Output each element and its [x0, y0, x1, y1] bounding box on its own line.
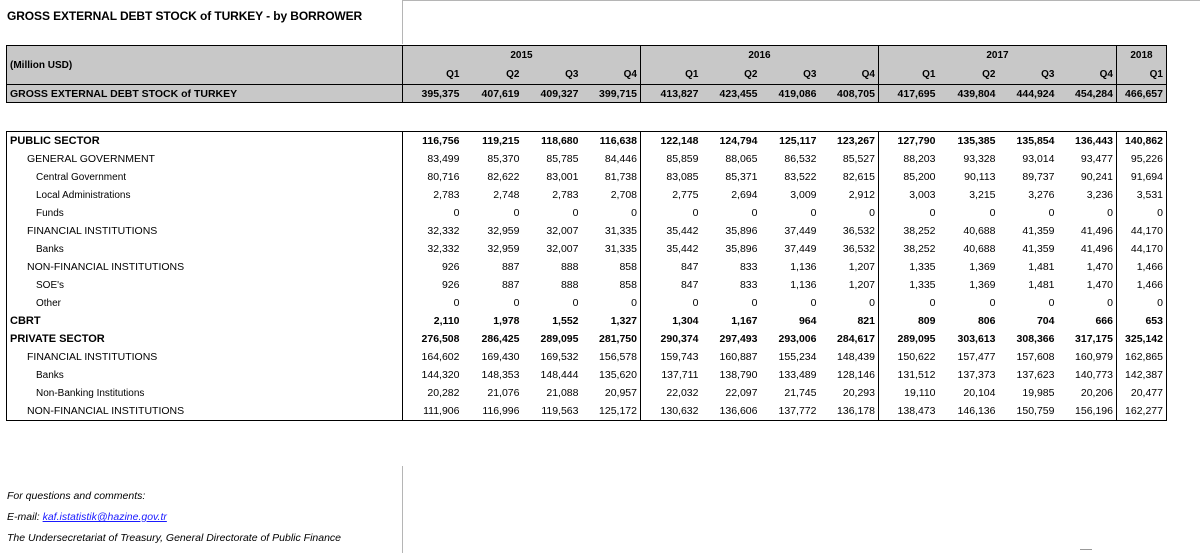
- row-value: 0: [810, 297, 817, 309]
- row-value: 281,750: [599, 333, 637, 345]
- row-value: 887: [501, 279, 520, 291]
- year-header: 2015: [403, 46, 641, 66]
- year-header: 2018: [1117, 46, 1167, 66]
- row-value: 137,711: [641, 366, 702, 384]
- row-value: 833: [739, 261, 758, 273]
- quarter-header: Q2: [702, 65, 761, 85]
- row-value: 136,606: [719, 405, 758, 417]
- row-value: 325,142: [1117, 330, 1167, 348]
- row-value: 40,688: [963, 225, 996, 237]
- row-value: 37,449: [784, 225, 817, 237]
- row-value: 704: [1036, 315, 1055, 327]
- grid-line: [402, 0, 1200, 1]
- row-value: 666: [1095, 315, 1113, 327]
- row-value: 2,694: [731, 189, 758, 201]
- row-label: Other: [7, 294, 403, 312]
- row-value: 137,623: [1016, 369, 1055, 381]
- row-value: 164,602: [421, 351, 460, 363]
- row-label: Banks: [7, 366, 403, 384]
- row-value: 1,466: [1117, 258, 1167, 276]
- year-header: 2016: [641, 46, 879, 66]
- row-value: 125,172: [599, 405, 637, 417]
- row-value: 297,493: [719, 333, 758, 345]
- table-row: [7, 240, 1167, 258]
- row-value: 3,215: [969, 189, 996, 201]
- row-value: 85,370: [487, 153, 520, 165]
- row-label: Non-Banking Institutions: [7, 384, 403, 402]
- row-label: PUBLIC SECTOR: [7, 132, 403, 151]
- row-value: 131,512: [879, 366, 939, 384]
- row-value: 0: [1048, 207, 1055, 219]
- row-value: 36,532: [842, 225, 875, 237]
- table-row: [7, 348, 1167, 366]
- row-value: 150,622: [879, 348, 939, 366]
- table-row: [7, 150, 1167, 168]
- row-value: 162,865: [1117, 348, 1167, 366]
- row-value: 0: [989, 297, 996, 309]
- row-value: 317,175: [1075, 333, 1113, 345]
- row-value: 83,001: [546, 171, 579, 183]
- footer-source: The Undersecretariat of Treasury, General Directorate of Public Finance: [7, 532, 342, 544]
- total-value: 439,804: [939, 85, 999, 103]
- row-value: 19,110: [879, 384, 939, 402]
- table-row: [7, 168, 1167, 186]
- row-value: 86,532: [784, 153, 817, 165]
- table-row: [7, 186, 1167, 204]
- row-value: 1,470: [1086, 261, 1113, 273]
- row-value: 148,353: [481, 369, 520, 381]
- row-value: 83,522: [784, 171, 817, 183]
- footer-questions: For questions and comments:: [7, 490, 146, 502]
- row-value: 44,170: [1117, 240, 1167, 258]
- table-row: [7, 366, 1167, 384]
- row-value: 1,978: [493, 315, 520, 327]
- row-value: 847: [641, 258, 702, 276]
- row-value: 135,854: [999, 132, 1058, 151]
- row-value: 32,007: [546, 225, 579, 237]
- grid-line: [402, 466, 403, 553]
- row-value: 128,146: [837, 369, 875, 381]
- row-label: FINANCIAL INSTITUTIONS: [7, 222, 403, 240]
- table-row: [7, 204, 1167, 222]
- row-label: CBRT: [7, 312, 403, 330]
- row-value: 290,374: [641, 330, 702, 348]
- row-value: 35,442: [641, 222, 702, 240]
- row-value: 2,708: [610, 189, 637, 201]
- row-value: 90,113: [964, 171, 996, 183]
- row-value: 160,887: [719, 351, 758, 363]
- total-value: 413,827: [641, 85, 702, 103]
- quarter-header: Q4: [1058, 65, 1117, 85]
- row-value: 0: [631, 207, 637, 219]
- row-value: 20,957: [604, 387, 637, 399]
- total-value: 407,619: [463, 85, 523, 103]
- table-row: [7, 276, 1167, 294]
- row-label: GENERAL GOVERNMENT: [7, 150, 403, 168]
- row-value: 155,234: [778, 351, 817, 363]
- total-value: 395,375: [403, 85, 463, 103]
- row-value: 148,444: [540, 369, 579, 381]
- row-value: 1,552: [552, 315, 579, 327]
- row-value: 964: [798, 315, 817, 327]
- row-value: 858: [619, 279, 637, 291]
- total-value: 423,455: [702, 85, 761, 103]
- row-value: 32,959: [487, 243, 520, 255]
- row-value: 806: [977, 315, 996, 327]
- row-value: 887: [501, 261, 520, 273]
- quarter-header: Q2: [939, 65, 999, 85]
- row-value: 0: [751, 207, 758, 219]
- row-value: 111,906: [423, 405, 460, 417]
- quarter-header: Q4: [820, 65, 879, 85]
- row-value: 303,613: [957, 333, 996, 345]
- row-value: 0: [1107, 207, 1113, 219]
- row-value: 1,136: [790, 261, 817, 273]
- row-value: 1,335: [879, 258, 939, 276]
- row-value: 2,912: [848, 189, 875, 201]
- row-value: 1,481: [1028, 261, 1055, 273]
- row-value: 284,617: [837, 333, 875, 345]
- row-value: 2,748: [493, 189, 520, 201]
- total-value: 419,086: [761, 85, 820, 103]
- row-value: 0: [869, 297, 875, 309]
- row-value: 140,773: [1075, 369, 1113, 381]
- row-value: 19,985: [1022, 387, 1055, 399]
- table-row: [7, 258, 1167, 276]
- row-value: 0: [641, 204, 702, 222]
- table-row: [7, 330, 1167, 348]
- table-row: [7, 312, 1167, 330]
- row-value: 162,277: [1117, 402, 1167, 421]
- row-value: 157,477: [957, 351, 996, 363]
- row-value: 0: [513, 297, 520, 309]
- row-value: 20,293: [842, 387, 875, 399]
- row-value: 926: [441, 261, 460, 273]
- row-label: Banks: [7, 240, 403, 258]
- row-value: 156,578: [599, 351, 637, 363]
- row-value: 289,095: [540, 333, 579, 345]
- row-value: 118,680: [523, 132, 582, 151]
- row-value: 1,304: [641, 312, 702, 330]
- row-label: FINANCIAL INSTITUTIONS: [7, 348, 403, 366]
- row-value: 0: [1117, 294, 1167, 312]
- row-value: 148,439: [837, 351, 875, 363]
- row-value: 833: [739, 279, 758, 291]
- row-value: 0: [879, 204, 939, 222]
- row-value: 289,095: [879, 330, 939, 348]
- row-value: 83,499: [427, 153, 460, 165]
- row-value: 0: [572, 297, 579, 309]
- table-row: [7, 402, 1167, 421]
- row-value: 0: [513, 207, 520, 219]
- row-value: 35,896: [725, 225, 758, 237]
- row-value: 22,097: [725, 387, 758, 399]
- row-value: 1,369: [969, 279, 996, 291]
- row-value: 85,859: [641, 150, 702, 168]
- row-value: 122,148: [641, 132, 702, 151]
- table-header: [6, 45, 1167, 103]
- email-label: E-mail:: [7, 511, 40, 523]
- row-value: 41,359: [1022, 225, 1055, 237]
- row-value: 82,622: [487, 171, 520, 183]
- row-value: 0: [810, 207, 817, 219]
- row-value: 88,203: [879, 150, 939, 168]
- row-value: 140,862: [1117, 132, 1167, 151]
- row-value: 88,065: [725, 153, 758, 165]
- row-value: 138,473: [879, 402, 939, 421]
- row-value: 169,430: [481, 351, 520, 363]
- row-value: 20,206: [1080, 387, 1113, 399]
- row-value: 1,369: [969, 261, 996, 273]
- row-value: 146,136: [957, 405, 996, 417]
- table-row: [7, 384, 1167, 402]
- row-value: 125,117: [761, 132, 820, 151]
- total-label: GROSS EXTERNAL DEBT STOCK of TURKEY: [7, 85, 403, 103]
- row-value: 84,446: [604, 153, 637, 165]
- row-value: 150,759: [1016, 405, 1055, 417]
- row-value: 926: [441, 279, 460, 291]
- row-value: 1,207: [848, 261, 875, 273]
- row-value: 90,241: [1080, 171, 1113, 183]
- unit-label: (Million USD): [7, 46, 403, 85]
- row-value: 0: [1107, 297, 1113, 309]
- year-header: 2017: [879, 46, 1117, 66]
- row-value: 130,632: [641, 402, 702, 421]
- quarter-header: Q1: [403, 65, 463, 85]
- row-value: 35,442: [641, 240, 702, 258]
- table-row: [7, 132, 1167, 151]
- row-label: NON-FINANCIAL INSTITUTIONS: [7, 402, 403, 421]
- row-value: 0: [641, 294, 702, 312]
- row-value: 135,620: [599, 369, 637, 381]
- grid-line: [402, 0, 403, 44]
- debt-table: [6, 131, 1167, 421]
- row-value: 81,738: [604, 171, 637, 183]
- row-label: NON-FINANCIAL INSTITUTIONS: [7, 258, 403, 276]
- row-value: 22,032: [641, 384, 702, 402]
- row-value: 93,014: [1022, 153, 1055, 165]
- row-value: 0: [751, 297, 758, 309]
- row-value: 135,385: [939, 132, 999, 151]
- table-row: [7, 294, 1167, 312]
- row-value: 31,335: [604, 243, 637, 255]
- row-value: 142,387: [1117, 366, 1167, 384]
- row-value: 116,756: [403, 132, 463, 151]
- row-value: 85,200: [879, 168, 939, 186]
- row-value: 124,794: [702, 132, 761, 151]
- row-value: 20,104: [963, 387, 996, 399]
- row-value: 0: [631, 297, 637, 309]
- row-value: 137,772: [778, 405, 817, 417]
- row-value: 847: [641, 276, 702, 294]
- row-value: 44,170: [1117, 222, 1167, 240]
- row-value: 276,508: [421, 333, 460, 345]
- row-label: PRIVATE SECTOR: [7, 330, 403, 348]
- total-value: 408,705: [820, 85, 879, 103]
- quarter-header: Q3: [999, 65, 1058, 85]
- quarter-header: Q3: [523, 65, 582, 85]
- row-value: 1,327: [610, 315, 637, 327]
- row-label: Central Government: [7, 168, 403, 186]
- row-value: 20,282: [427, 387, 460, 399]
- row-value: 83,085: [641, 168, 702, 186]
- row-value: 0: [453, 297, 460, 309]
- row-value: 21,745: [784, 387, 817, 399]
- row-value: 159,743: [641, 348, 702, 366]
- row-value: 32,332: [427, 225, 460, 237]
- row-value: 0: [1048, 297, 1055, 309]
- row-value: 95,226: [1117, 150, 1167, 168]
- row-value: 1,470: [1086, 279, 1113, 291]
- row-value: 127,790: [879, 132, 939, 151]
- quarter-header: Q3: [761, 65, 820, 85]
- row-value: 888: [560, 261, 579, 273]
- row-value: 85,785: [546, 153, 579, 165]
- total-value: 444,924: [999, 85, 1058, 103]
- row-value: 0: [879, 294, 939, 312]
- row-value: 32,332: [427, 243, 460, 255]
- row-value: 3,531: [1117, 186, 1167, 204]
- row-value: 2,783: [552, 189, 579, 201]
- row-value: 858: [619, 261, 637, 273]
- quarter-header: Q4: [582, 65, 641, 85]
- quarter-header: Q2: [463, 65, 523, 85]
- row-value: 0: [1117, 204, 1167, 222]
- row-value: 0: [572, 207, 579, 219]
- row-value: 821: [857, 315, 875, 327]
- row-value: 1,167: [731, 315, 758, 327]
- row-value: 3,009: [790, 189, 817, 201]
- row-value: 40,688: [963, 243, 996, 255]
- quarter-header: Q1: [1117, 65, 1167, 85]
- row-value: 32,007: [546, 243, 579, 255]
- row-value: 37,449: [784, 243, 817, 255]
- row-value: 41,496: [1080, 243, 1113, 255]
- row-value: 136,178: [837, 405, 875, 417]
- row-value: 3,236: [1086, 189, 1113, 201]
- row-label: SOE's: [7, 276, 403, 294]
- row-value: 169,532: [540, 351, 579, 363]
- row-value: 2,110: [433, 315, 460, 327]
- row-value: 133,489: [778, 369, 817, 381]
- row-value: 136,443: [1058, 132, 1117, 151]
- row-value: 116,996: [482, 405, 520, 417]
- row-value: 308,366: [1016, 333, 1055, 345]
- row-value: 38,252: [879, 222, 939, 240]
- row-value: 85,371: [725, 171, 758, 183]
- row-value: 653: [1117, 312, 1167, 330]
- row-value: 888: [560, 279, 579, 291]
- row-label: Funds: [7, 204, 403, 222]
- row-value: 0: [989, 207, 996, 219]
- row-value: 3,003: [879, 186, 939, 204]
- row-value: 31,335: [604, 225, 637, 237]
- row-value: 1,466: [1117, 276, 1167, 294]
- row-value: 2,783: [433, 189, 460, 201]
- row-value: 35,896: [725, 243, 758, 255]
- total-value: 399,715: [582, 85, 641, 103]
- quarter-header: Q1: [879, 65, 939, 85]
- row-value: 32,959: [487, 225, 520, 237]
- email-link[interactable]: kaf.istatistik@hazine.gov.tr: [42, 511, 167, 523]
- row-value: 2,775: [641, 186, 702, 204]
- row-value: 116,638: [582, 132, 641, 151]
- table-row: [7, 222, 1167, 240]
- row-value: 0: [453, 207, 460, 219]
- row-value: 1,481: [1028, 279, 1055, 291]
- row-value: 41,359: [1022, 243, 1055, 255]
- row-value: 809: [879, 312, 939, 330]
- row-value: 119,563: [541, 405, 579, 417]
- row-value: 80,716: [427, 171, 460, 183]
- row-value: 82,615: [842, 171, 875, 183]
- row-value: 89,737: [1022, 171, 1055, 183]
- row-value: 21,076: [487, 387, 520, 399]
- row-value: 3,276: [1028, 189, 1055, 201]
- row-value: 20,477: [1117, 384, 1167, 402]
- page-title: GROSS EXTERNAL DEBT STOCK of TURKEY - by BORROWER: [7, 9, 363, 23]
- row-value: 119,215: [463, 132, 523, 151]
- row-value: 93,328: [963, 153, 996, 165]
- row-value: 36,532: [842, 243, 875, 255]
- total-value: 409,327: [523, 85, 582, 103]
- row-value: 157,608: [1016, 351, 1055, 363]
- row-value: 41,496: [1080, 225, 1113, 237]
- row-value: 144,320: [421, 369, 460, 381]
- row-value: 156,196: [1075, 405, 1113, 417]
- row-value: 286,425: [481, 333, 520, 345]
- row-value: 138,790: [719, 369, 758, 381]
- row-value: 160,979: [1075, 351, 1113, 363]
- total-value: 466,657: [1117, 85, 1167, 103]
- grid-line: [1080, 549, 1092, 550]
- row-value: 137,373: [957, 369, 996, 381]
- total-value: 417,695: [879, 85, 939, 103]
- quarter-header: Q1: [641, 65, 702, 85]
- row-value: 91,694: [1117, 168, 1167, 186]
- row-value: 38,252: [879, 240, 939, 258]
- total-value: 454,284: [1058, 85, 1117, 103]
- row-value: 1,207: [848, 279, 875, 291]
- row-value: 123,267: [820, 132, 879, 151]
- row-value: 0: [869, 207, 875, 219]
- row-value: 21,088: [546, 387, 579, 399]
- row-value: 85,527: [842, 153, 875, 165]
- row-label: Local Administrations: [7, 186, 403, 204]
- row-value: 1,136: [790, 279, 817, 291]
- row-value: 293,006: [778, 333, 817, 345]
- footer-email-line: [7, 511, 167, 523]
- row-value: 1,335: [879, 276, 939, 294]
- row-value: 93,477: [1080, 153, 1113, 165]
